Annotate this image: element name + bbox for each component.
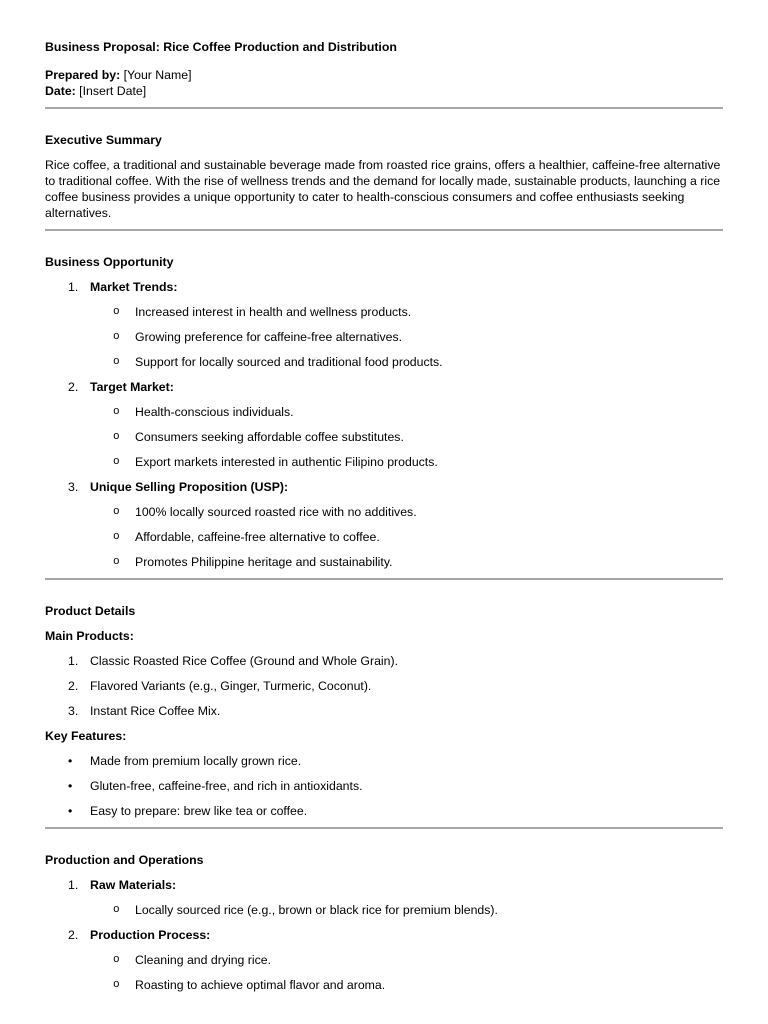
sub-list-item [90, 304, 723, 320]
circle-bullet-icon: o [113, 356, 120, 368]
document-page [45, 39, 723, 993]
list-item [45, 279, 723, 370]
sub-list [90, 952, 723, 993]
sub-list-item [90, 529, 723, 545]
list-item-text: Flavored Variants (e.g., Ginger, Turmeric, Coconut). [90, 679, 372, 693]
circle-bullet-icon: o [113, 456, 120, 468]
product-details-heading: Product Details [45, 604, 136, 618]
sub-list-text: Health-conscious individuals. [135, 405, 294, 419]
list-item [45, 678, 723, 694]
main-products-list [45, 653, 723, 719]
executive-summary-text: Rice coffee, a traditional and sustainable beverage made from roasted rice grains, offers a healthier, caffeine-free alternative to traditional coffee. With the rise of wellness trends and the demand for locally made, sustainable products, launching a rice coffee business provides a unique opportunity to cater to health-conscious consumers and coffee enthusiasts seeking alternatives. [45, 158, 721, 220]
list-number: 2. [68, 380, 79, 394]
section-divider [45, 229, 723, 231]
key-features-list [45, 753, 723, 819]
date-line [45, 83, 723, 99]
sub-list [90, 404, 723, 470]
section-divider [45, 107, 723, 109]
sub-list-item [90, 404, 723, 420]
list-item-text: Made from premium locally grown rice. [90, 754, 302, 768]
circle-bullet-icon: o [113, 954, 120, 966]
sub-list-item [90, 429, 723, 445]
circle-bullet-icon: o [113, 531, 120, 543]
list-item-label: Market Trends: [90, 280, 178, 294]
list-item [45, 877, 723, 918]
business-opportunity-list [45, 279, 723, 570]
list-item-label: Target Market: [90, 380, 174, 394]
document-meta [45, 67, 723, 99]
sub-list-item [90, 504, 723, 520]
prepared-by-line [45, 67, 723, 83]
sub-list-item [90, 554, 723, 570]
circle-bullet-icon: o [113, 904, 120, 916]
circle-bullet-icon: o [113, 506, 120, 518]
sub-list-item [90, 454, 723, 470]
list-number: 1. [68, 654, 79, 668]
list-item [45, 379, 723, 470]
list-number: 3. [68, 704, 79, 718]
circle-bullet-icon: o [113, 406, 120, 418]
circle-bullet-icon: o [113, 331, 120, 343]
sub-list-text: Roasting to achieve optimal flavor and aroma. [135, 978, 386, 992]
prepared-by-value: [Your Name] [123, 68, 192, 82]
list-item [45, 778, 723, 794]
list-item-label: Raw Materials: [90, 878, 177, 892]
list-item-text: Easy to prepare: brew like tea or coffee. [90, 804, 308, 818]
dot-bullet-icon: • [68, 779, 73, 793]
sub-list-item [90, 902, 723, 918]
section-divider [45, 827, 723, 829]
sub-list-item [90, 952, 723, 968]
list-number: 1. [68, 280, 79, 294]
sub-list [90, 504, 723, 570]
list-number: 3. [68, 480, 79, 494]
sub-list-text: Growing preference for caffeine-free alternatives. [135, 330, 403, 344]
list-item [45, 703, 723, 719]
list-item [45, 653, 723, 669]
list-item-text: Instant Rice Coffee Mix. [90, 704, 221, 718]
sub-list [90, 902, 723, 918]
list-item-label: Production Process: [90, 928, 211, 942]
sub-list-text: Cleaning and drying rice. [135, 953, 272, 967]
sub-list-item [90, 354, 723, 370]
sub-list-item [90, 329, 723, 345]
dot-bullet-icon: • [68, 804, 73, 818]
circle-bullet-icon: o [113, 431, 120, 443]
sub-list-text: Export markets interested in authentic Filipino products. [135, 455, 438, 469]
sub-list-text: Consumers seeking affordable coffee substitutes. [135, 430, 404, 444]
business-opportunity-heading: Business Opportunity [45, 255, 174, 269]
date-label: Date: [45, 84, 76, 98]
circle-bullet-icon: o [113, 556, 120, 568]
key-features-label: Key Features: [45, 729, 127, 743]
list-number: 1. [68, 878, 79, 892]
circle-bullet-icon: o [113, 306, 120, 318]
list-item [45, 753, 723, 769]
list-item [45, 479, 723, 570]
production-list [45, 877, 723, 993]
circle-bullet-icon: o [113, 979, 120, 991]
sub-list-text: Support for locally sourced and traditional food products. [135, 355, 443, 369]
sub-list-text: Promotes Philippine heritage and sustainability. [135, 555, 393, 569]
list-item [45, 927, 723, 993]
list-number: 2. [68, 679, 79, 693]
list-item-text: Gluten-free, caffeine-free, and rich in antioxidants. [90, 779, 363, 793]
dot-bullet-icon: • [68, 754, 73, 768]
sub-list-text: Increased interest in health and wellness products. [135, 305, 412, 319]
executive-summary-heading: Executive Summary [45, 133, 162, 147]
list-number: 2. [68, 928, 79, 942]
main-products-label: Main Products: [45, 629, 134, 643]
sub-list-text: Affordable, caffeine-free alternative to coffee. [135, 530, 380, 544]
prepared-by-label: Prepared by: [45, 68, 121, 82]
sub-list [90, 304, 723, 370]
section-divider [45, 578, 723, 580]
list-item [45, 803, 723, 819]
list-item-text: Classic Roasted Rice Coffee (Ground and Whole Grain). [90, 654, 399, 668]
document-title: Business Proposal: Rice Coffee Production and Distribution [45, 40, 397, 54]
list-item-label: Unique Selling Proposition (USP): [90, 480, 289, 494]
date-value: [Insert Date] [79, 84, 147, 98]
sub-list-text: 100% locally sourced roasted rice with no additives. [135, 505, 417, 519]
sub-list-item [90, 977, 723, 993]
production-heading: Production and Operations [45, 853, 204, 867]
sub-list-text: Locally sourced rice (e.g., brown or black rice for premium blends). [135, 903, 498, 917]
